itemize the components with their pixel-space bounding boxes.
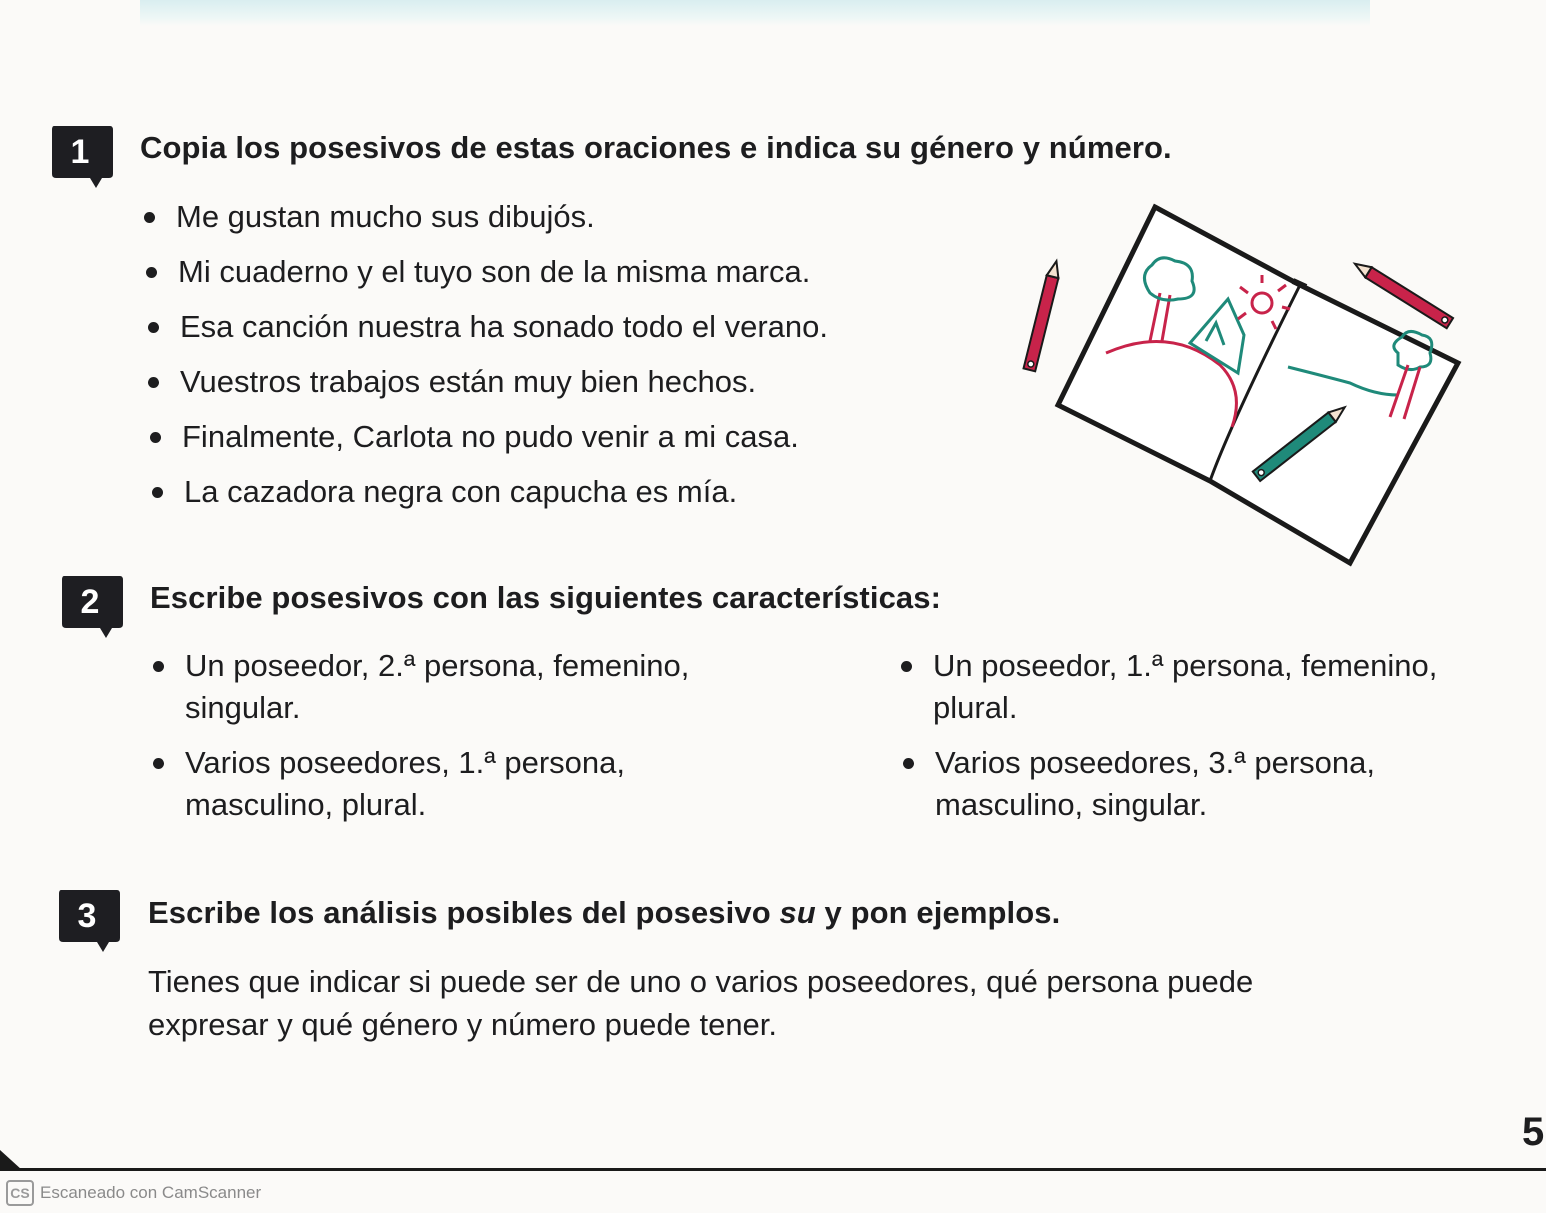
scanner-watermark <box>6 1180 261 1206</box>
exercise-1-badge <box>50 124 114 194</box>
exercise-2-item-line2: masculino, singular. <box>935 787 1208 822</box>
exercise-2-item <box>933 645 1437 729</box>
exercise-2-item-line2: singular. <box>185 690 301 725</box>
exercise-3-instructions-line: Tienes que indicar si puede ser de uno o varios poseedores, qué persona puede <box>148 964 1254 999</box>
exercise-2-number: 2 <box>80 583 100 621</box>
exercise-2-item <box>935 742 1375 826</box>
camscanner-logo-icon: CS <box>6 1180 34 1206</box>
exercise-2-item-line2: masculino, plural. <box>185 787 427 822</box>
scanner-watermark-text: Escaneado con CamScanner <box>40 1183 262 1202</box>
exercise-1-item: Me gustan mucho sus dibujós. <box>176 196 595 238</box>
exercise-2-item-line1: Varios poseedores, 1.ª persona, <box>185 745 625 780</box>
exercise-3-heading-end: y pon ejemplos. <box>815 895 1061 930</box>
exercise-1-number: 1 <box>70 133 90 171</box>
exercise-3-heading-start: Escribe los análisis posibles del posesivo <box>148 895 780 930</box>
exercise-2-item <box>185 742 625 826</box>
exercise-1-heading: Copia los posesivos de estas oraciones e indica su género y número. <box>140 130 1172 165</box>
top-color-band <box>140 0 1370 26</box>
exercise-2-heading: Escribe posesivos con las siguientes características: <box>150 580 942 615</box>
sketchbook-with-pencils-icon <box>1010 195 1480 580</box>
exercise-2-badge <box>60 574 124 644</box>
exercise-1-item: Esa canción nuestra ha sonado todo el verano. <box>180 306 828 348</box>
exercise-1-item: Mi cuaderno y el tuyo son de la misma marca. <box>178 251 810 293</box>
exercise-2-item-line1: Un poseedor, 1.ª persona, femenino, <box>933 648 1438 683</box>
page-number: 5 <box>1522 1110 1545 1154</box>
exercise-3-instructions <box>148 960 1253 1046</box>
exercise-2-item-line2: plural. <box>933 690 1018 725</box>
exercise-1-item: Vuestros trabajos están muy bien hechos. <box>180 361 756 403</box>
exercise-2-item-line1: Un poseedor, 2.ª persona, femenino, <box>185 648 690 683</box>
exercise-2-item <box>185 645 689 729</box>
exercise-1-item: La cazadora negra con capucha es mía. <box>184 471 737 513</box>
exercise-3-heading <box>148 895 1060 931</box>
page-corner <box>0 1150 22 1170</box>
exercise-3-badge <box>57 888 121 958</box>
exercise-3-heading-emphasis: su <box>779 895 816 930</box>
exercise-2-item-line1: Varios poseedores, 3.ª persona, <box>935 745 1375 780</box>
exercise-3-instructions-line: expresar y qué género y número puede tener. <box>148 1007 778 1042</box>
exercise-3-number: 3 <box>77 897 97 935</box>
page-bottom-rule <box>0 1168 1546 1171</box>
exercise-1-item: Finalmente, Carlota no pudo venir a mi casa. <box>182 416 799 458</box>
